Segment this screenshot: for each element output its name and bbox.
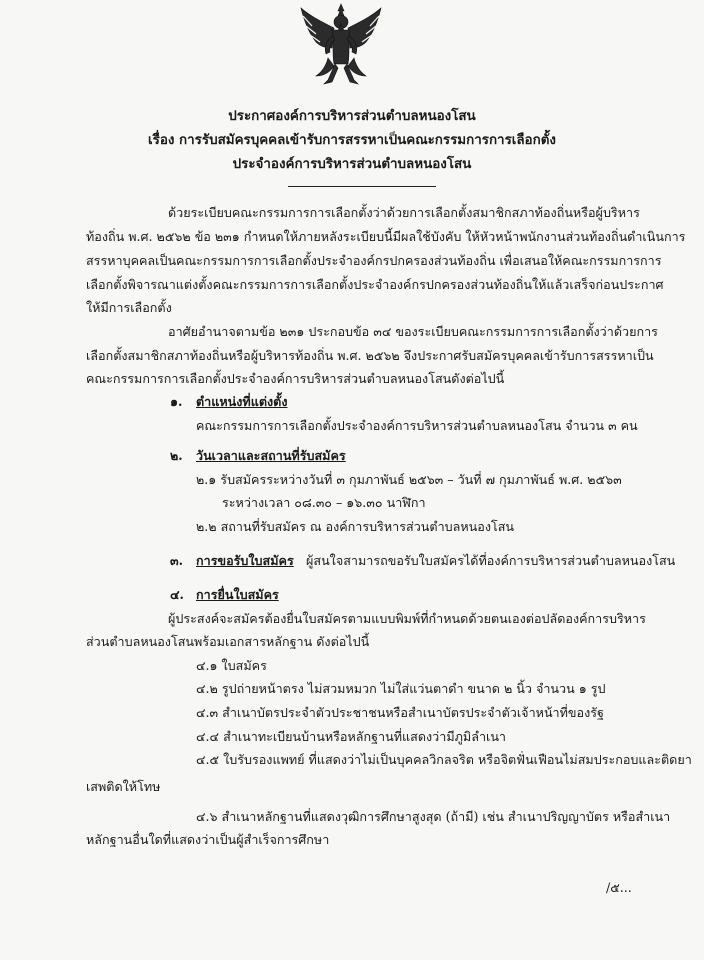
list-item-cont: หลักฐานอื่นใดที่แสดงว่าเป็นผู้สำเร็จการศึกษา [86, 832, 330, 847]
list-item: ๔.๓ สำเนาบัตรประจำตัวประชาชนหรือสำเนาบัตรประจำตัวเจ้าหน้าที่ของรัฐ [196, 705, 604, 720]
section2-line: ๒.๑ รับสมัครระหว่างวันที่ ๓ กุมภาพันธ์ ๒๕๖๓ – วันที่ ๗ กุมภาพันธ์ พ.ศ. ๒๕๖๓ [196, 472, 622, 487]
list-item: ๔.๖ สำเนาหลักฐานที่แสดงวุฒิการศึกษาสูงสุด (ถ้ามี) เช่น สำเนาปริญญาบัตร หรือสำเนา [196, 809, 671, 824]
section1-title: ตำแหน่งที่แต่งตั้ง [196, 394, 288, 409]
list-item: ๔.๒ รูปถ่ายหน้าตรง ไม่สวมหมวก ไม่ใส่แว่นตาดำ ขนาด ๒ นิ้ว จำนวน ๑ รูป [196, 681, 606, 696]
section2-number: ๒. [170, 448, 183, 463]
paragraph1-line: ด้วยระเบียบคณะกรรมการการเลือกตั้งว่าด้วยการเลือกตั้งสมาชิกสภาท้องถิ่นหรือผู้บริหาร [168, 205, 640, 220]
paragraph2-line: อาศัยอำนาจตามข้อ ๒๓๑ ประกอบข้อ ๓๔ ของระเบียบคณะกรรมการการเลือกตั้งว่าด้วยการ [168, 324, 658, 339]
section4-title: การยื่นใบสมัคร [196, 587, 279, 602]
section2-line: ๒.๒ สถานที่รับสมัคร ณ องค์การบริหารส่วนตำบลหนองโสน [196, 519, 515, 534]
paragraph1-line: ให้มีการเลือกตั้ง [86, 300, 172, 315]
header-title: ประกาศองค์การบริหารส่วนตำบลหนองโสน [228, 108, 476, 124]
paragraph1-line: เลือกตั้งพิจารณาแต่งตั้งคณะกรรมการการเลือกตั้งประจำองค์กรปกครองส่วนท้องถิ่นให้แล้วเสร็จก่อนประกาศ [86, 277, 664, 292]
garuda-emblem-icon [298, 2, 384, 86]
section3-title: การขอรับใบสมัคร [196, 553, 294, 568]
section1-number: ๑. [170, 394, 183, 409]
paragraph2-line: เลือกตั้งสมาชิกสภาท้องถิ่นหรือผู้บริหารท้องถิ่น พ.ศ. ๒๕๖๒ จึงประกาศรับสมัครบุคคลเข้ารับการสรรหาเป็น [86, 348, 654, 363]
section2-title: วันเวลาและสถานที่รับสมัคร [196, 448, 346, 463]
section4-number: ๔. [170, 587, 184, 602]
header-subject-cont: ประจำองค์การบริหารส่วนตำบลหนองโสน [232, 156, 472, 172]
paragraph1-line: ท้องถิ่น พ.ศ. ๒๕๖๒ ข้อ ๒๓๑ กำหนดให้ภายหลังระเบียบนี้มีผลใช้บังคับ ให้หัวหน้าพนักงานส่วนท้องถิ่นดำเนินการ [86, 229, 686, 244]
header-subject: เรื่อง การรับสมัครบุคคลเข้ารับการสรรหาเป็นคณะกรรมการการเลือกตั้ง [148, 132, 556, 148]
section4-intro: ผู้ประสงค์จะสมัครต้องยื่นใบสมัครตามแบบพิมพ์ที่กำหนดด้วยตนเองต่อปลัดองค์การบริหาร [168, 611, 646, 626]
section3-text: ผู้สนใจสามารถขอรับใบสมัครได้ที่องค์การบริหารส่วนตำบลหนองโสน [306, 553, 676, 568]
paragraph2-line: คณะกรรมการการเลือกตั้งประจำองค์การบริหารส่วนตำบลหนองโสนดังต่อไปนี้ [86, 371, 505, 386]
list-item: ๔.๕ ใบรับรองแพทย์ ที่แสดงว่าไม่เป็นบุคคลวิกลจริต หรือจิตฟั่นเฟือนไม่สมประกอบและติดยา [196, 752, 692, 767]
section1-text: คณะกรรมการการเลือกตั้งประจำองค์การบริหารส่วนตำบลหนองโสน จำนวน ๓ คน [196, 418, 638, 433]
section4-intro: ส่วนตำบลหนองโสนพร้อมเอกสารหลักฐาน ดังต่อไปนี้ [86, 634, 370, 649]
list-item-cont: เสพติดให้โทษ [86, 779, 161, 794]
list-item: ๔.๔ สำเนาทะเบียนบ้านหรือหลักฐานที่แสดงว่ามีภูมิลำเนา [196, 729, 506, 744]
section2-line: ระหว่างเวลา ๐๘.๓๐ – ๑๖.๓๐ นาฬิกา [222, 495, 426, 510]
page-continuation: /๕... [606, 880, 632, 895]
paragraph1-line: สรรหาบุคคลเป็นคณะกรรมการการเลือกตั้งประจำองค์กรปกครองส่วนท้องถิ่น เพื่อเสนอให้คณะกรรมการการ [86, 253, 662, 268]
list-item: ๔.๑ ใบสมัคร [196, 658, 267, 673]
header-divider [288, 186, 436, 187]
section3-number: ๓. [170, 553, 183, 568]
